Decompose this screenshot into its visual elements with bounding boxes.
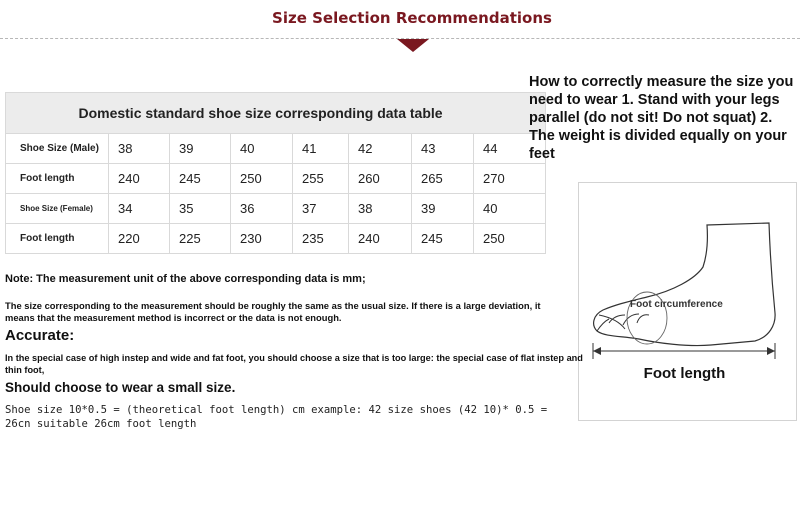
table-cell: 245 bbox=[412, 224, 474, 254]
table-cell: 35 bbox=[170, 194, 231, 224]
row-label: Shoe Size (Female) bbox=[6, 194, 109, 224]
table-title: Domestic standard shoe size corresponding data table bbox=[6, 93, 546, 134]
table-cell: 39 bbox=[412, 194, 474, 224]
row-label: Foot length bbox=[6, 224, 109, 254]
table-cell: 245 bbox=[170, 164, 231, 194]
table-row bbox=[6, 224, 546, 254]
table-cell: 42 bbox=[349, 134, 412, 164]
table-cell: 36 bbox=[231, 194, 293, 224]
table-cell: 240 bbox=[349, 224, 412, 254]
table-row bbox=[6, 194, 546, 224]
table-cell: 41 bbox=[293, 134, 349, 164]
row-label: Shoe Size (Male) bbox=[6, 134, 109, 164]
table-cell: 250 bbox=[231, 164, 293, 194]
deviation-note: The size corresponding to the measurement should be roughly the same as the usual size. If there is a large deviation, it means that the measurement method is incorrect or the data is not enough. bbox=[5, 300, 541, 323]
table-cell: 230 bbox=[231, 224, 293, 254]
unit-note: Note: The measurement unit of the above corresponding data is mm; bbox=[5, 273, 366, 285]
foot-circumference-label: Foot circumference bbox=[630, 299, 723, 310]
table-cell: 270 bbox=[474, 164, 546, 194]
table-cell: 40 bbox=[231, 134, 293, 164]
table-cell: 255 bbox=[293, 164, 349, 194]
table-cell: 260 bbox=[349, 164, 412, 194]
table-cell: 240 bbox=[109, 164, 170, 194]
table-cell: 265 bbox=[412, 164, 474, 194]
instep-note: In the special case of high instep and wide and fat foot, you should choose a size that is too large: the special case of flat instep and thin foot, bbox=[5, 353, 583, 375]
accurate-heading: Accurate: bbox=[5, 327, 75, 344]
table-cell: 38 bbox=[349, 194, 412, 224]
table-title-row bbox=[6, 93, 546, 134]
table-cell: 220 bbox=[109, 224, 170, 254]
size-formula: Shoe size 10*0.5 = (theoretical foot length) cm example: 42 size shoes (42 10)* 0.5 = 26cn suitable 26cm foot length bbox=[5, 404, 548, 430]
table-row bbox=[6, 164, 546, 194]
foot-length-label: Foot length bbox=[643, 365, 726, 382]
table-cell: 38 bbox=[109, 134, 170, 164]
small-size-note: Should choose to wear a small size. bbox=[5, 380, 236, 395]
table-cell: 34 bbox=[109, 194, 170, 224]
table-cell: 40 bbox=[474, 194, 546, 224]
chevron-down-icon bbox=[397, 39, 429, 53]
page-title: Size Selection Recommendations bbox=[272, 9, 552, 27]
measuring-instructions: How to correctly measure the size you need to wear 1. Stand with your legs parallel (do not sit! Do not squat) 2. The weight is divided equally on your feet bbox=[529, 74, 794, 162]
table-cell: 225 bbox=[170, 224, 231, 254]
table-cell: 235 bbox=[293, 224, 349, 254]
table-row bbox=[6, 134, 546, 164]
size-data-table bbox=[5, 92, 546, 254]
table-cell: 39 bbox=[170, 134, 231, 164]
foot-diagram bbox=[578, 182, 797, 421]
table-cell: 37 bbox=[293, 194, 349, 224]
table-cell: 44 bbox=[474, 134, 546, 164]
table-cell: 250 bbox=[474, 224, 546, 254]
row-label: Foot length bbox=[6, 164, 109, 194]
table-cell: 43 bbox=[412, 134, 474, 164]
